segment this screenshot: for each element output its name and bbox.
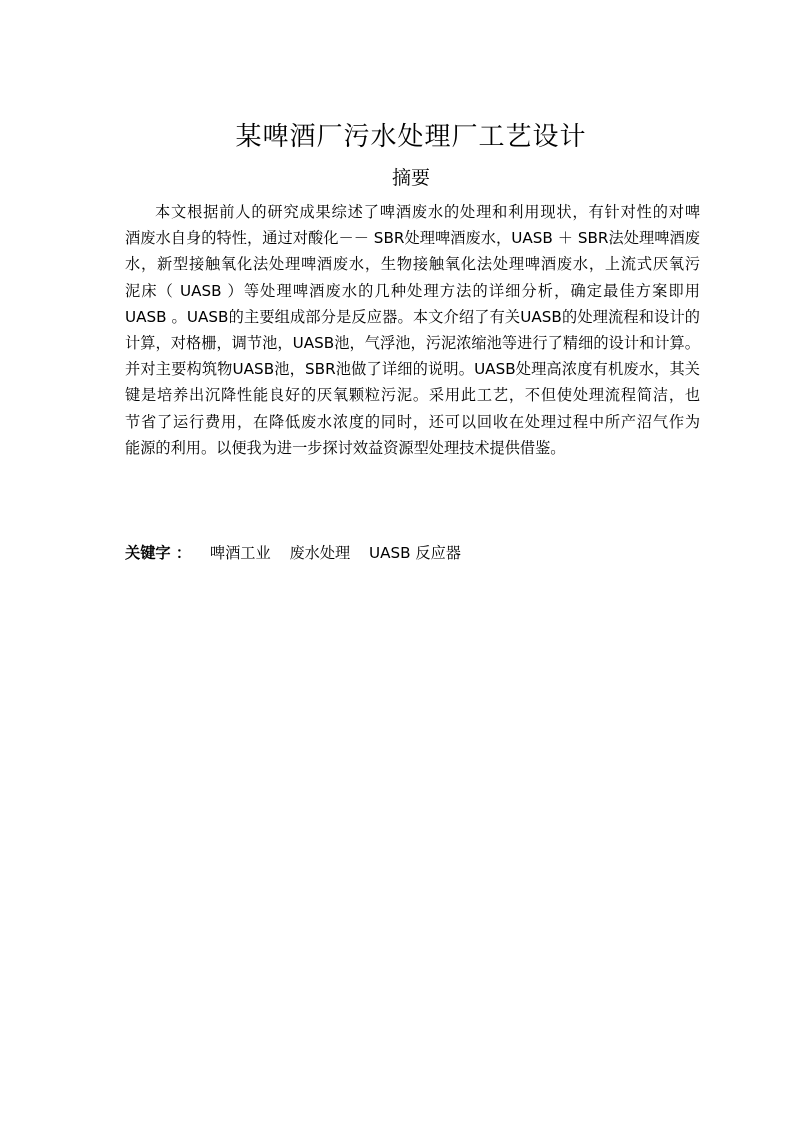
abstract-line: 本文根据前人的研究成果综述了啤酒废水的处理和利用现状，有针对性的对啤 xyxy=(155,203,700,221)
abstract-line: 水，新型接触氧化法处理啤酒废水，生物接触氧化法处理啤酒废水，上流式厌氧污 xyxy=(125,255,700,274)
keyword: 废水处理 xyxy=(289,544,351,562)
keywords-row xyxy=(125,542,461,563)
abstract-line: 节省了运行费用，在降低废水浓度的同时，还可以回收在处理过程中所产沼气作为 xyxy=(125,412,700,431)
abstract-line: 键是培养出沉降性能良好的厌氧颗粒污泥。采用此工艺，不但使处理流程简洁，也 xyxy=(125,386,700,405)
abstract-heading: 摘要 xyxy=(391,167,430,189)
abstract-line: 酒废水自身的特性，通过对酸化－－ SBR处理啤酒废水，UASB ＋ SBR法处理啤酒废 xyxy=(125,229,700,248)
abstract-line: 能源的利用。以便我为进一步探讨效益资源型处理技术提供借鉴。 xyxy=(125,438,566,457)
abstract-body xyxy=(125,199,700,461)
abstract-line: 泥床（ UASB ）等处理啤酒废水的几种处理方法的详细分析，确定最佳方案即用 xyxy=(125,281,700,300)
abstract-line: 并对主要构筑物UASB池，SBR池做了详细的说明。UASB处理高浓度有机废水，其关 xyxy=(125,360,700,379)
abstract-line: 计算，对格栅，调节池，UASB池，气浮池，污泥浓缩池等进行了精细的设计和计算。 xyxy=(125,333,700,352)
abstract-line: UASB 。UASB的主要组成部分是反应器。本文介绍了有关UASB的处理流程和设计的 xyxy=(125,307,700,326)
document-title: 某啤酒厂污水处理厂工艺设计 xyxy=(235,122,587,152)
keyword: 啤酒工业 xyxy=(209,544,271,562)
keyword: UASB 反应器 xyxy=(369,544,461,562)
keywords-label: 关键字 ： xyxy=(125,544,192,562)
